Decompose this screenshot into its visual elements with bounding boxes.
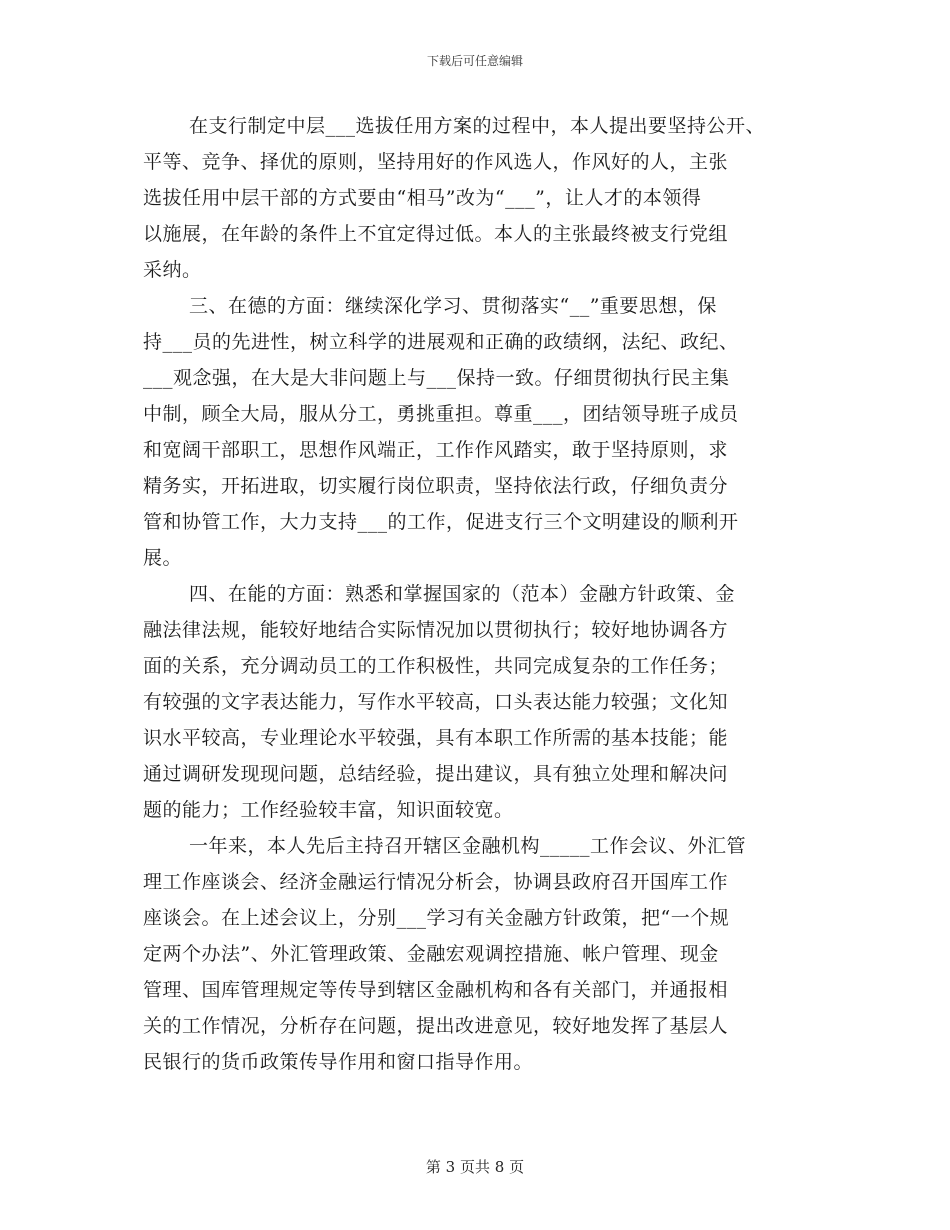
text-line: 选拔任用中层干部的方式要由“相马”改为“___”，让人才的本领得 <box>143 187 702 209</box>
text-line: 持___员的先进性，树立科学的进展观和正确的政绩纲，法纪、政纪、 <box>143 331 739 353</box>
text-line: 平等、竞争、择优的原则，坚持用好的作风选人，作风好的人，主张 <box>143 151 729 173</box>
text-line: 管和协管工作，大力支持___的工作，促进支行三个文明建设的顺利开 <box>143 511 739 533</box>
text-line: 以施展，在年龄的条件上不宜定得过低。本人的主张最终被支行党组 <box>143 223 729 245</box>
text-line: 关的工作情况，分析存在问题，提出改进意见，较好地发挥了基层人 <box>143 1015 729 1037</box>
page-header: 下载后可任意编辑 <box>426 54 523 68</box>
text-line: 三、在德的方面：继续深化学习、贯彻落实“__”重要思想，保 <box>189 295 717 317</box>
text-line: 展。 <box>143 547 183 569</box>
text-line: 定两个办法”、外汇管理政策、金融宏观调控措施、帐户管理、现金 <box>143 943 719 965</box>
text-line: 中制，顾全大局，服从分工，勇挑重担。尊重___，团结领导班子成员 <box>143 403 739 425</box>
text-line: 采纳。 <box>143 259 202 281</box>
text-line: 题的能力；工作经验较丰富，知识面较宽。 <box>143 799 514 821</box>
paragraph-3 <box>143 576 808 828</box>
text-line: 精务实，开拓进取，切实履行岗位职责，坚持依法行政，仔细负责分 <box>143 475 729 497</box>
text-line: 管理、国库管理规定等传导到辖区金融机构和各有关部门，并通报相 <box>143 979 729 1001</box>
paragraph-2 <box>143 288 808 576</box>
text-line: 和宽阔干部职工，思想作风端正，工作作风踏实，敢于坚持原则，求 <box>143 439 729 461</box>
text-line: 在支行制定中层___选拔任用方案的过程中，本人提出要坚持公开、 <box>189 115 766 137</box>
text-line: 有较强的文字表达能力，写作水平较高，口头表达能力较强；文化知 <box>143 691 729 713</box>
text-line: ___观念强，在大是大非问题上与___保持一致。仔细贯彻执行民主集 <box>143 367 730 389</box>
text-line: 座谈会。在上述会议上，分别___学习有关金融方针政策，把“一个规 <box>143 907 730 929</box>
text-line: 四、在能的方面：熟悉和掌握国家的（范本）金融方针政策、金 <box>189 583 736 605</box>
paragraph-1 <box>143 108 808 288</box>
text-line: 通过调研发现现问题，总结经验，提出建议，具有独立处理和解决问 <box>143 763 729 785</box>
text-line: 一年来，本人先后主持召开辖区金融机构_____工作会议、外汇管 <box>189 835 747 857</box>
text-line: 理工作座谈会、经济金融运行情况分析会，协调县政府召开国库工作 <box>143 871 729 893</box>
page-footer: 第 3 页共 8 页 <box>425 1158 525 1176</box>
text-line: 识水平较高，专业理论水平较强，具有本职工作所需的基本技能；能 <box>143 727 729 749</box>
text-line: 融法律法规，能较好地结合实际情况加以贯彻执行；较好地协调各方 <box>143 619 729 641</box>
text-line: 民银行的货币政策传导作用和窗口指导作用。 <box>143 1051 534 1073</box>
text-line: 面的关系，充分调动员工的工作积极性，共同完成复杂的工作任务； <box>143 655 729 677</box>
paragraph-4 <box>143 828 808 1080</box>
document-body <box>143 108 808 1080</box>
